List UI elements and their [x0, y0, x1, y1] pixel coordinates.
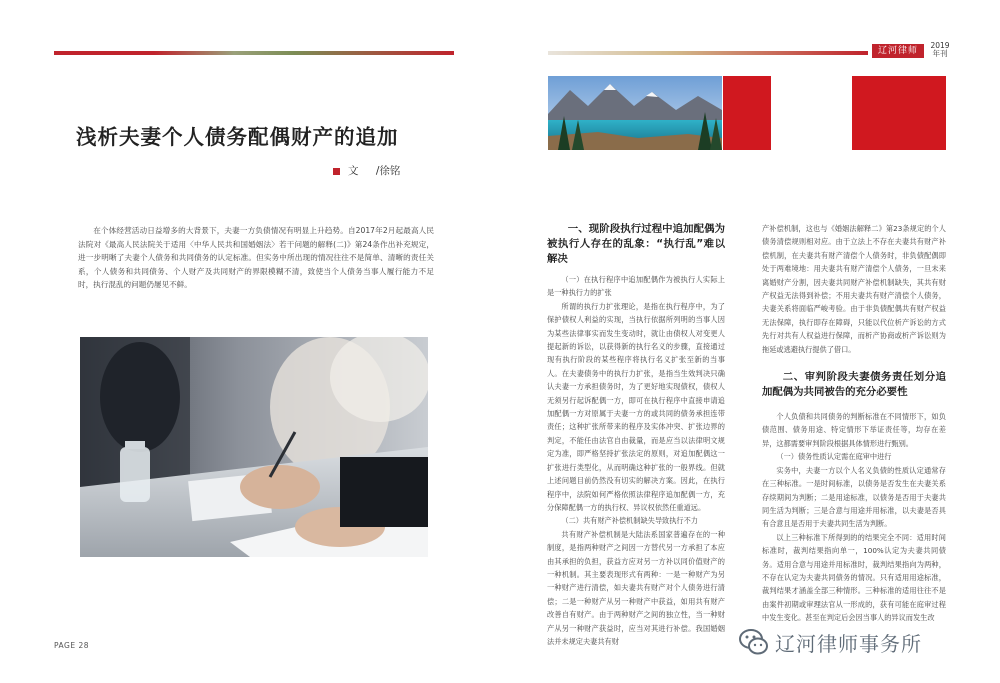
watermark-text: 辽河律师事务所	[775, 631, 922, 656]
subsection-2-1-title: （一）债务性质认定需在庭审中进行	[776, 452, 892, 462]
red-block-large	[852, 76, 946, 150]
issue-text: 年刊	[932, 49, 948, 58]
article-title: 浅析夫妻个人债务配偶财产的追加	[76, 125, 399, 149]
author-label: 文	[348, 165, 359, 177]
section-2-heading: 二、审判阶段夫妻债务责任划分追加配偶为共同被告的充分必要性	[762, 371, 946, 399]
column-1-paragraph-1: 所谓的执行力扩张理论，是指在执行程序中，为了保护债权人利益的实现，当执行依据所列明的当事人因为某些法律事实而发生变动时，就让由债权人对变更人提起新的诉讼，以获得新的执行名义的步骤，直接通过现有执行阶段的某些程序将执行名义扩张至新的当事人。在夫妻债务中的执行力扩张，是指当生效判决只确认夫妻一方承担债务时，为了更好地实现债权，债权人无须另行起诉配偶一方，即可在执行程序中直接申请追加配偶一方对原属于夫妻一方的或共同的债务承担连带责任；这种扩张所带来的程序及实体冲突、扩张边界的判定，不能任由法官自由裁量，而是应当以法律明文规定为准，即严格坚持扩张法定的原则，对追加配偶这一扩张进行类型化，从而明确这种扩张的一般界线。但就上述问题目前仍然没有切实的解决方案。因此，在执行程序中，法院如何严格依照法律程序追加配偶一方，充分保障配偶一方的执行权、异议权依然任重道远。	[547, 301, 725, 512]
author-name: /徐铭	[375, 165, 401, 177]
column-2	[762, 222, 946, 625]
watermark	[737, 620, 922, 664]
intro-paragraph: 在个体经营活动日益增多的大背景下，夫妻一方负债情况有明显上升趋势。自2017年2月起最高人民法院对《最高人民法院关于适用〈中华人民共和国婚姻法〉若干问题的解释(二)》第24条作出补充规定，进一步明晰了夫妻个人债务和共同债务的认定标准。但实务中所出现的情况往往不是简单、清晰的责任关系，个人债务和共同债务、个人财产及共同财产的界限模糊不清，致使当个人债务当事人履行能力不足时，执行混乱的问题仍屡见不鲜。	[78, 226, 434, 289]
wechat-icon	[737, 625, 771, 659]
office-photo	[80, 337, 428, 557]
red-block-small	[723, 76, 771, 150]
header-rule-left	[54, 51, 454, 55]
subsection-1-1-title: （一）在执行程序中追加配偶作为被执行人实际上是一种执行力的扩张	[547, 275, 725, 298]
lake-photo-illustration	[548, 76, 722, 150]
lake-photo	[548, 76, 722, 150]
column-2-paragraph-4: 以上三种标准下所得到的的结果完全不同：适用时间标准时，裁判结果指向单一，100%认定为夫妻共同债务。适用合意与用途并用标准时，裁判结果指向为两种，不存在认定为夫妻共同债务的情况。只有适用用途标准，裁判结果才涵盖全部三种情形。三种标准的适用往往不是由案件初期或审理法官从一形成的，获有可能在庭审过程中发生变化。甚至在判定后会因当事人的异议而发生改	[762, 532, 946, 623]
author-line	[333, 163, 400, 178]
year-text: 2019	[930, 41, 950, 50]
column-1	[547, 222, 725, 648]
header-rule-right	[548, 51, 868, 55]
page-number: PAGE 28	[54, 641, 90, 650]
column-2-paragraph-3: 实务中，夫妻一方以个人名义负债的性质认定通常存在三种标准。一是时间标准，以债务是否发生在夫妻关系存续期间为判断；二是用途标准，以债务是否用于夫妻共同生活为判断；三是合意与用途并用标准，以夫妻是否具有合意且是否用于夫妻共同生活为判断。	[762, 465, 946, 529]
subsection-1-2-title: （二）共有财产补偿机制缺失导致执行不力	[561, 516, 698, 526]
section-1-heading: 一、现阶段执行过程中追加配偶为被执行人存在的乱象：“执行乱”难以解决	[547, 223, 725, 265]
brand-badge: 辽河律师	[872, 44, 924, 58]
author-marker-icon	[333, 168, 340, 175]
brand-year	[928, 42, 952, 58]
column-2-paragraph-2: 个人负债和共同债务的判断标准在不同情形下，如负债范围、债务用途、特定情形下举证责任等，均存在差异，这都需要审判阶段根据具体情形进行甄别。	[762, 412, 946, 448]
column-1-paragraph-2: 共有财产补偿机制是大陆法系国家普遍存在的一种制度，是指两种财产之间因一方替代另一方承担了本应由其承担的负担，获益方应对另一方补以同价值财产的一种机制。其主要表现形式有两种：一是一种财产为另一种财产进行清偿，如夫妻共有财产对个人债务进行清偿；二是一种财产从另一种财产中获益，如用共有财产改善自有财产。由于两种财产之间的独立性，当一种财产从另一种财产获益时，应当对其进行补偿。我国婚姻法并未规定夫妻共有财	[547, 529, 725, 646]
column-2-paragraph-1: 产补偿机制，这也与《婚姻法解释二》第23条规定的个人债务清偿规则相对应。由于立法上不存在夫妻共有财产补偿机制，在夫妻共有财产清偿个人债务时，非负债配偶即处于两难境地：用夫妻共有财产清偿个人债务，一旦未来离婚财产分割，因夫妻共同财产补偿机制缺失，其共有财产权益无法得到补偿；不用夫妻共有财产清偿个人债务，夫妻关系将面临严峻考验。由于非负债配偶共有财产权益无法保障，执行即存在障碍，只能以代位析产诉讼的方式先行对共有人权益进行保障，而析产协商或析产诉讼则为拖延或逃避执行提供了借口。	[762, 224, 946, 354]
office-photo-illustration	[80, 337, 428, 557]
